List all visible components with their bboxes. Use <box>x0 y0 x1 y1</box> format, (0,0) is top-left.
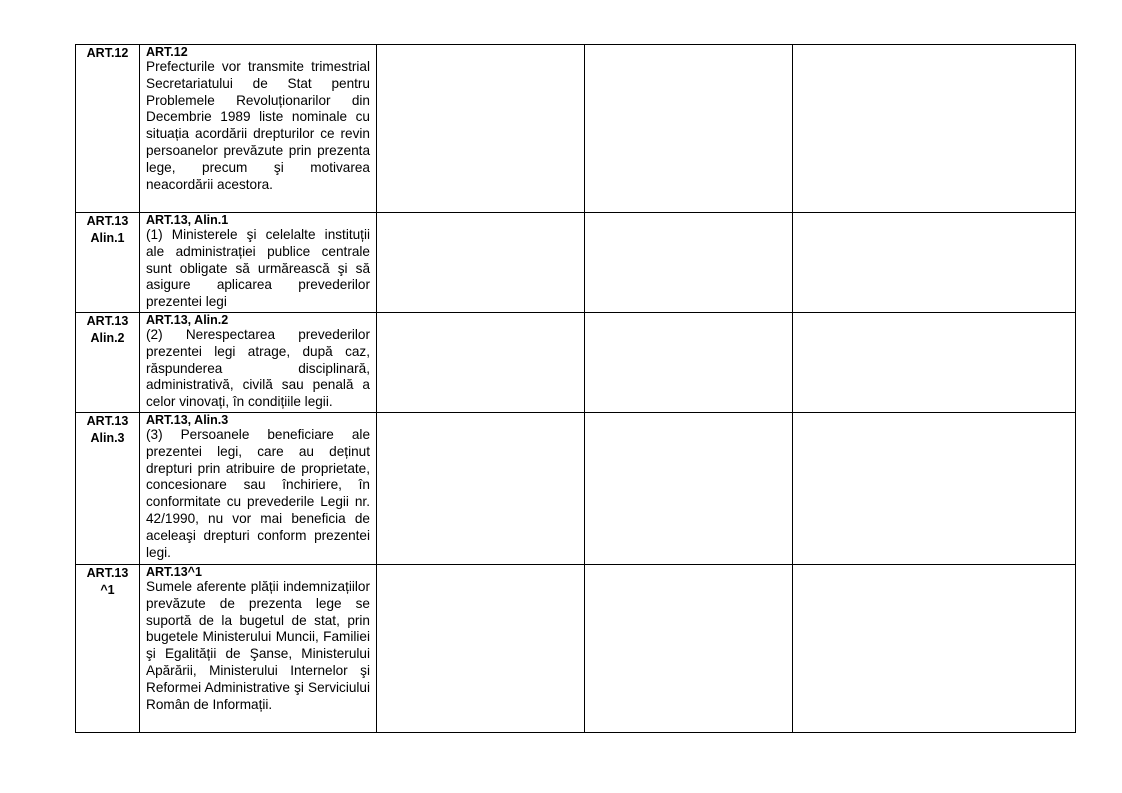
article-text-cell <box>140 45 377 213</box>
article-body: (1) Ministerele şi celelalte instituții ale administrației publice centrale sunt obligate să urmărească şi să asigure aplicarea prevederilor prezentei legi <box>146 227 370 310</box>
article-suffix: ^1 <box>100 582 115 597</box>
article-reference-cell <box>76 565 140 733</box>
empty-cell <box>793 45 1076 213</box>
article-text-cell <box>140 313 377 413</box>
article-body: Sumele aferente plății indemnizațiilor prevăzute de prezenta lege se suportă de la bugetul de stat, prin bugetele Ministerului Muncii, Familiei şi Egalității de Şanse, Ministerului Apărării, Ministerului Internelor şi Reformei Administrative şi Serviciului Român de Informații. <box>146 579 370 712</box>
empty-cell <box>585 413 793 565</box>
article-body: Prefecturile vor transmite trimestrial Secretariatului de Stat pentru Problemele Revoluționarilor din Decembrie 1989 liste nominale cu situația acordării drepturilor ce revin persoanelor prevăzute prin prezenta lege, precum şi motivarea neacordării acestora. <box>146 59 370 192</box>
empty-cell <box>377 413 585 565</box>
article-heading: ART.12 <box>146 45 188 59</box>
article-text-cell <box>140 565 377 733</box>
article-reference-cell <box>76 45 140 213</box>
article-heading: ART.13, Alin.1 <box>146 213 229 227</box>
empty-cell <box>585 313 793 413</box>
article-text-cell <box>140 413 377 565</box>
article-body: (3) Persoanele beneficiare ale prezentei legi, care au deținut drepturi prin atribuire de proprietate, concesionare sau închiriere, în conformitate cu prevederile Legii nr. 42/1990, nu vor mai beneficia de aceleaşi drepturi conform prezentei legi. <box>146 427 370 560</box>
table-row <box>76 45 1076 213</box>
empty-cell <box>585 45 793 213</box>
article-body: (2) Nerespectarea prevederilor prezentei legi atrage, după caz, răspunderea disciplinară, administrativă, civilă sau penală a celor vinovați, în condițiile legii. <box>146 327 370 410</box>
table-row <box>76 313 1076 413</box>
article-heading: ART.13^1 <box>146 565 202 579</box>
empty-cell <box>585 213 793 313</box>
article-number: ART.13 <box>86 214 129 228</box>
article-heading: ART.13, Alin.2 <box>146 313 229 327</box>
article-reference-cell <box>76 413 140 565</box>
article-reference-cell <box>76 213 140 313</box>
empty-cell <box>585 565 793 733</box>
document-table <box>75 44 1076 733</box>
empty-cell <box>377 45 585 213</box>
empty-cell <box>793 413 1076 565</box>
article-reference-cell <box>76 313 140 413</box>
table-row <box>76 213 1076 313</box>
paragraph-number: Alin.3 <box>90 430 125 445</box>
article-text-cell <box>140 213 377 313</box>
paragraph-number: Alin.1 <box>90 230 125 245</box>
empty-cell <box>377 313 585 413</box>
empty-cell <box>793 313 1076 413</box>
empty-cell <box>377 213 585 313</box>
article-number: ART.12 <box>86 46 129 60</box>
empty-cell <box>793 565 1076 733</box>
paragraph-number: Alin.2 <box>90 330 125 345</box>
article-number: ART.13 <box>86 566 129 580</box>
article-number: ART.13 <box>86 314 129 328</box>
empty-cell <box>377 565 585 733</box>
empty-cell <box>793 213 1076 313</box>
table-row <box>76 413 1076 565</box>
article-heading: ART.13, Alin.3 <box>146 413 229 427</box>
article-number: ART.13 <box>86 414 129 428</box>
table-row <box>76 565 1076 733</box>
